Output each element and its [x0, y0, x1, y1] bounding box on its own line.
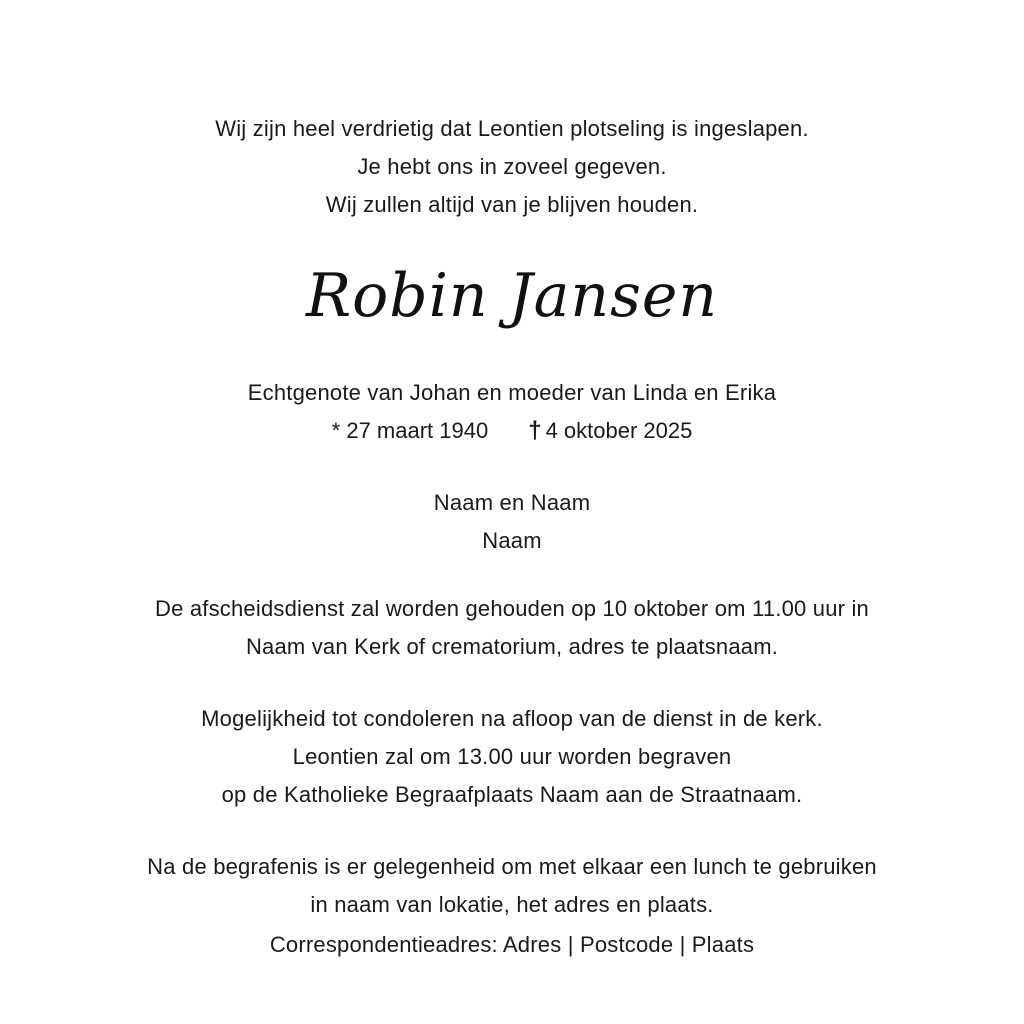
cross-icon: †	[528, 417, 542, 444]
birth-date: * 27 maart 1940	[331, 418, 489, 443]
correspondence-line: Correspondentieadres: Adres | Postcode | Plaats	[269, 932, 755, 957]
intro-line-3: Wij zullen altijd van je blijven houden.	[325, 192, 699, 217]
death-date: 4 oktober 2025	[545, 418, 693, 443]
intro-line-1: Wij zijn heel verdrietig dat Leontien plotseling is ingeslapen.	[215, 116, 809, 141]
deceased-name: Robin Jansen	[305, 261, 719, 331]
lunch-line-2: in naam van lokatie, het adres en plaats.	[310, 892, 714, 917]
family-line-1: Naam en Naam	[433, 490, 591, 515]
condolence-line-2: Leontien zal om 13.00 uur worden begraven	[292, 744, 732, 769]
lunch-line-1: Na de begrafenis is er gelegenheid om met elkaar een lunch te gebruiken	[147, 854, 877, 879]
service-line-1: De afscheidsdienst zal worden gehouden op 10 oktober om 11.00 uur in	[155, 596, 869, 621]
dates-line	[0, 418, 1024, 444]
condolence-line-1: Mogelijkheid tot condoleren na afloop van de dienst in de kerk.	[201, 706, 823, 731]
service-line-2: Naam van Kerk of crematorium, adres te plaatsnaam.	[245, 634, 779, 659]
intro-line-2: Je hebt ons in zoveel gegeven.	[357, 154, 667, 179]
relation-line: Echtgenote van Johan en moeder van Linda en Erika	[247, 380, 777, 405]
condolence-line-3: op de Katholieke Begraafplaats Naam aan de Straatnaam.	[221, 782, 803, 807]
family-line-2: Naam	[482, 528, 542, 553]
